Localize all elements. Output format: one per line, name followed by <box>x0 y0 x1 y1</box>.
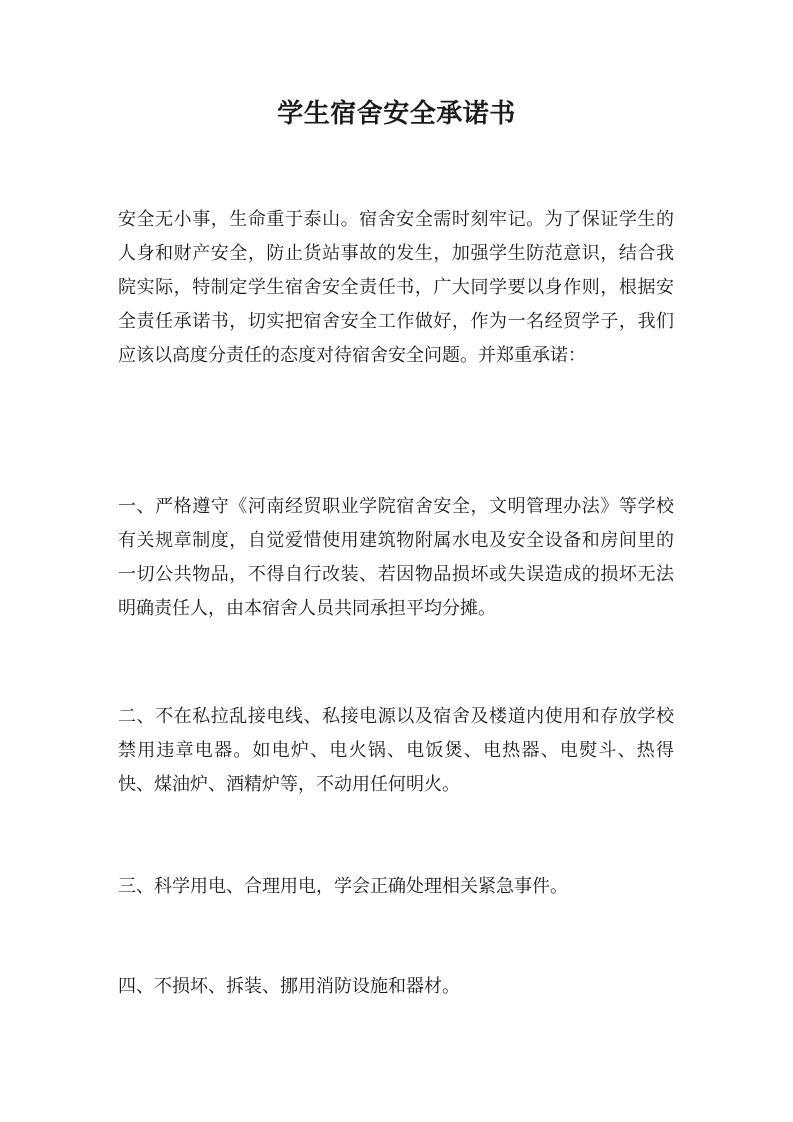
intro-paragraph: 安全无小事，生命重于泰山。宿舍安全需时刻牢记。为了保证学生的人身和财产安全，防止货站事故的发生，加强学生防范意识，结合我院实际，特制定学生宿舍安全责任书，广大同学要以身作则，根据安全责任承诺书，切实把宿舍安全工作做好，作为一名经贸学子，我们应该以高度分责任的态度对待宿舍安全问题。并郑重承诺： <box>118 209 674 366</box>
pledge-item-2: 二、不在私拉乱接电线、私接电源以及宿舍及楼道内使用和存放学校禁用违章电器。如电炉、电火锅、电饭煲、电热器、电熨斗、热得快、煤油炉、酒精炉等，不动用任何明火。 <box>118 706 674 795</box>
pledge-item-1: 一、严格遵守《河南经贸职业学院宿舍安全，文明管理办法》等学校有关规章制度，自觉爱惜使用建筑物附属水电及安全设备和房间里的一切公共物品，不得自行改装、若因物品损坏或失误造成的损坏无法明确责任人，由本宿舍人员共同承担平均分摊。 <box>118 496 674 619</box>
pledge-item-3: 三、科学用电、合理用电，学会正确处理相关紧急事件。 <box>118 876 568 897</box>
pledge-item-4: 四、不损坏、拆装、挪用消防设施和器材。 <box>118 976 460 997</box>
document-title: 学生宿舍安全承诺书 <box>277 99 516 129</box>
